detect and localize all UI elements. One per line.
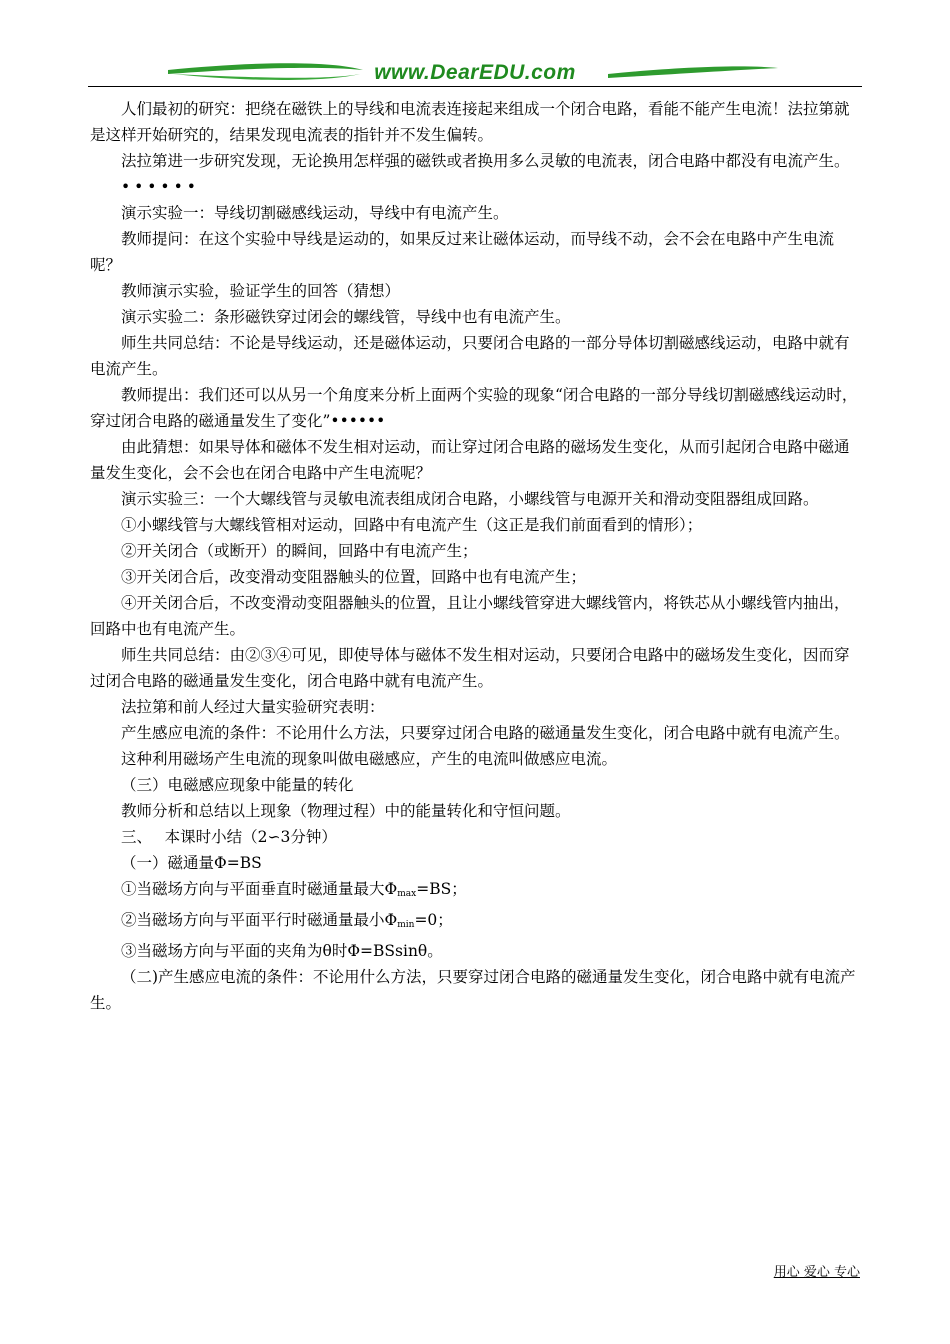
formula-text: =BS； (416, 880, 467, 898)
paragraph: 人们最初的研究：把绕在磁铁上的导线和电流表连接起来组成一个闭合电路，看能不能产生电流！法拉第就是这样开始研究的，结果发现电流表的指针并不发生偏转。 (90, 100, 850, 144)
paragraph: 产生感应电流的条件：不论用什么方法，只要穿过闭合电路的磁通量发生变化，闭合电路中就有电流产生。 (121, 724, 850, 742)
header-divider (88, 86, 862, 87)
page-footer: 用心 爱心 专心 (773, 1265, 860, 1280)
paragraph: 法拉第和前人经过大量实验研究表明： (121, 698, 385, 716)
list-item: ③开关闭合后，改变滑动变阻器触头的位置，回路中也有电流产生； (121, 568, 587, 586)
formula-text: ②当磁场方向与平面平行时磁通量最小Φ (121, 911, 398, 929)
paragraph: 演示实验三：一个大螺线管与灵敏电流表组成闭合电路，小螺线管与电源开关和滑动变阻器组成回路。 (121, 490, 819, 508)
paragraph: 法拉第进一步研究发现，无论换用怎样强的磁铁或者换用多么灵敏的电流表，闭合电路中都没有电流产生。 (121, 152, 850, 170)
formula-text: =0； (414, 911, 453, 929)
formula-line-angle: ③当磁场方向与平面的夹角为θ时Φ=BSsinθ。 (121, 942, 443, 960)
paragraph: 师生共同总结：由②③④可见，即使导体与磁体不发生相对运动，只要闭合电路中的磁场发生变化，因而穿过闭合电路的磁通量发生变化，闭合电路中就有电流产生。 (90, 646, 850, 690)
paragraph: 教师提问：在这个实验中导线是运动的，如果反过来让磁体运动，而导线不动，会不会在电路中产生电流呢？ (90, 230, 835, 274)
paragraph: 由此猜想：如果导体和磁体不发生相对运动，而让穿过闭合电路的磁场发生变化，从而引起闭合电路中磁通量发生变化，会不会也在闭合电路中产生电流呢？ (90, 438, 850, 482)
paragraph: 演示实验二：条形磁铁穿过闭会的螺线管，导线中也有电流产生。 (121, 308, 571, 326)
paragraph: 演示实验一：导线切割磁感线运动，导线中有电流产生。 (121, 204, 509, 222)
ellipsis-dots: •••••• (121, 178, 200, 196)
list-item: ②开关闭合（或断开）的瞬间，回路中有电流产生； (121, 542, 478, 560)
list-item: ④开关闭合后，不改变滑动变阻器触头的位置，且让小螺线管穿进大螺线管内，将铁芯从小螺线管内抽出，回路中也有电流产生。 (90, 594, 850, 638)
subscript-max: max (397, 889, 417, 899)
paragraph: 教师提出：我们还可以从另一个角度来分析上面两个实验的现象“闭合电路的一部分导线切割磁感线运动时，穿过闭合电路的磁通量发生了变化”•••••• (90, 386, 858, 430)
subsection-heading: （一）磁通量Φ=BS (121, 854, 262, 872)
document-body (90, 96, 860, 1016)
subscript-min: min (397, 920, 415, 930)
paragraph: 这种利用磁场产生电流的现象叫做电磁感应，产生的电流叫做感应电流。 (121, 750, 618, 768)
section-heading: （三）电磁感应现象中能量的转化 (121, 776, 354, 794)
paragraph: （二)产生感应电流的条件：不论用什么方法，只要穿过闭合电路的磁通量发生变化，闭合电路中就有电流产生。 (90, 968, 856, 1012)
formula-line-min (90, 907, 860, 938)
paragraph: 师生共同总结：不论是导线运动，还是磁体运动，只要闭合电路的一部分导体切割磁感线运动，电路中就有电流产生。 (90, 334, 850, 378)
list-item: ①小螺线管与大螺线管相对运动，回路中有电流产生（这正是我们前面看到的情形）； (121, 516, 703, 534)
site-url-logo: www.DearEDU.com (374, 61, 576, 84)
formula-line-max (90, 876, 860, 907)
paragraph: 教师分析和总结以上现象（物理过程）中的能量转化和守恒问题。 (121, 802, 571, 820)
section-heading: 三、 本课时小结（2∽3分钟） (121, 828, 337, 846)
formula-text: ①当磁场方向与平面垂直时磁通量最大Φ (121, 880, 398, 898)
paragraph: 教师演示实验，验证学生的回答（猜想） (121, 282, 401, 300)
